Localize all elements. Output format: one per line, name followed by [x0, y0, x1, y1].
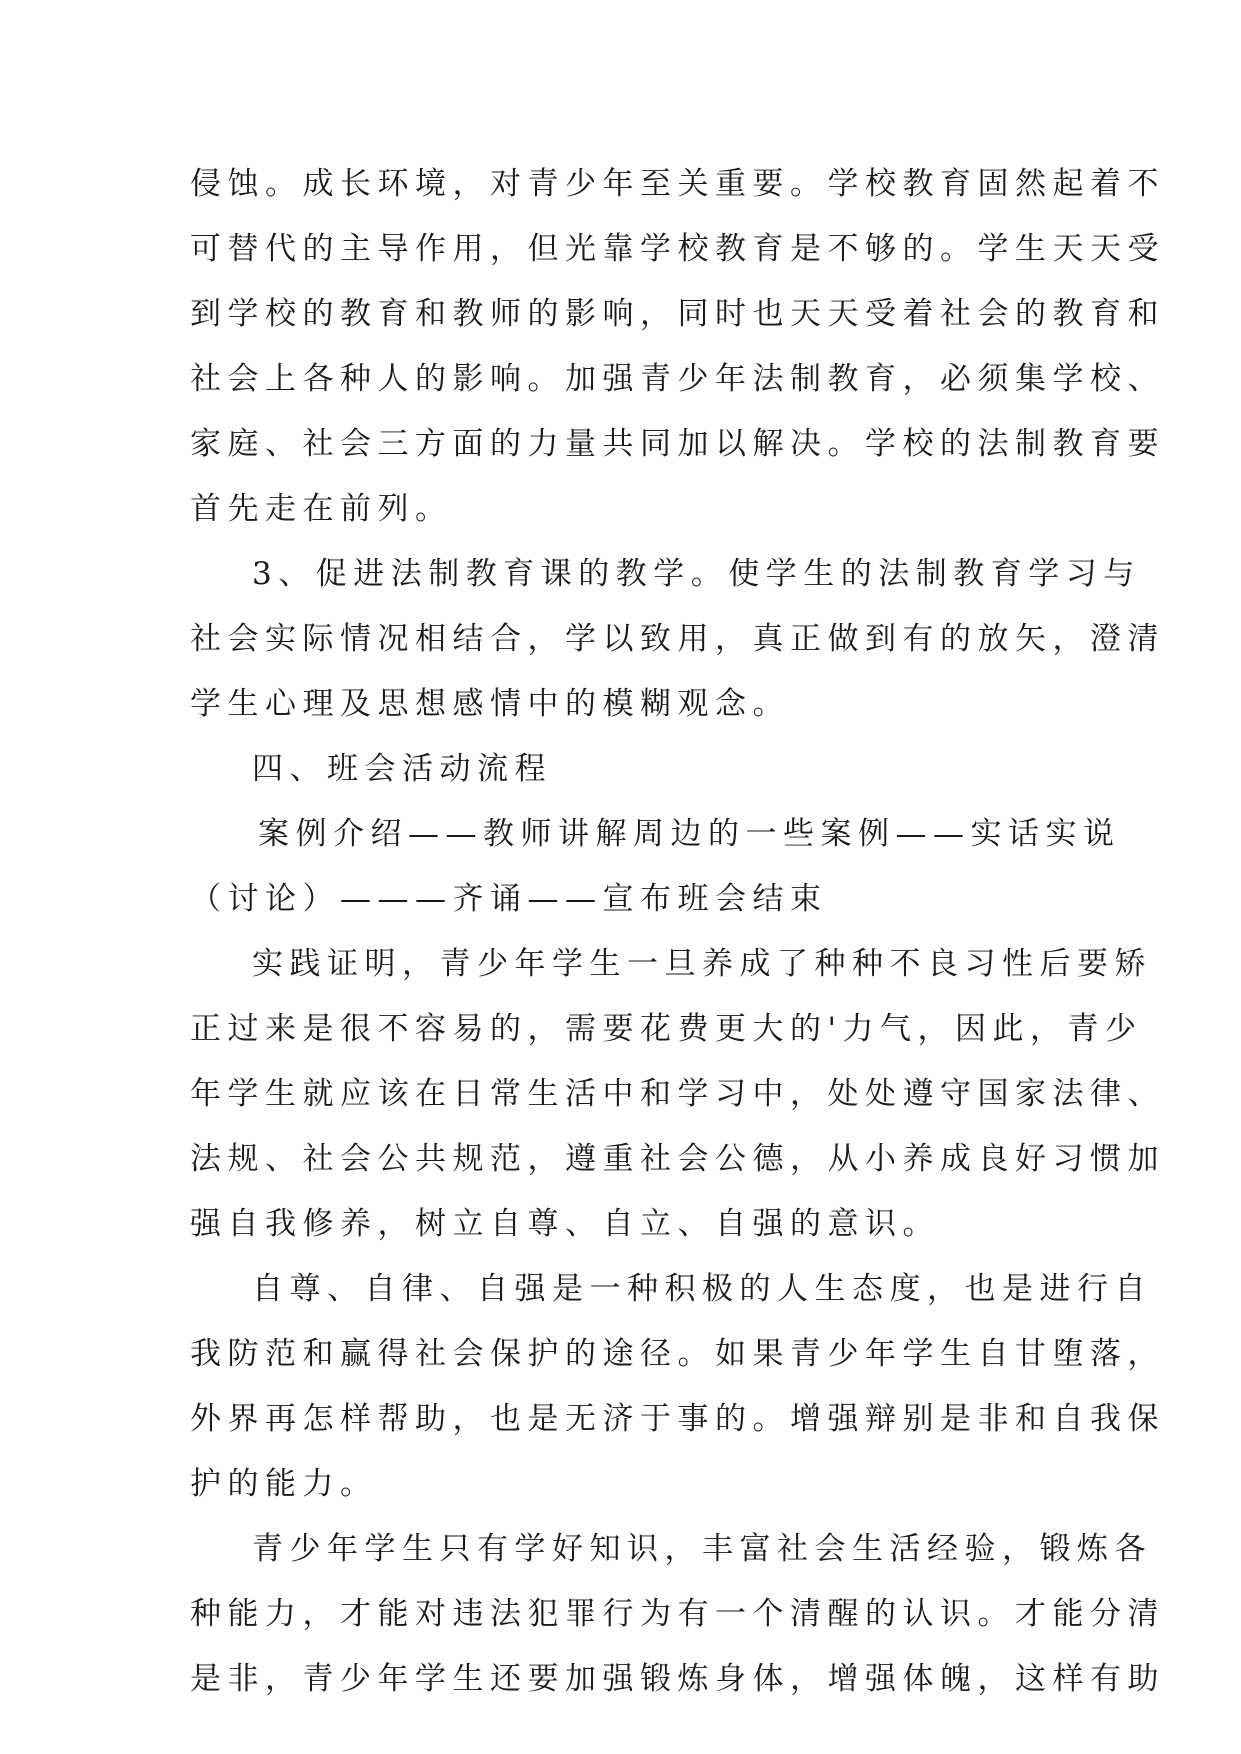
- text-line: 自尊、自律、自强是一种积极的人生态度，也是进行自: [252, 1271, 1152, 1307]
- text-line: （讨论）———齐诵——宣布班会结束: [190, 881, 828, 917]
- text-line: 学生心理及思想感情中的模糊观念。: [190, 686, 790, 722]
- text-line: 我防范和赢得社会保护的途径。如果青少年学生自甘堕落，: [190, 1336, 1165, 1372]
- text-line: 年学生就应该在日常生活中和学习中，处处遵守国家法律、: [190, 1076, 1165, 1112]
- text-line: 侵蚀。成长环境，对青少年至关重要。学校教育固然起着不: [190, 166, 1165, 202]
- text-line: 到学校的教育和教师的影响，同时也天天受着社会的教育和: [190, 296, 1165, 332]
- text-line: 青少年学生只有学好知识，丰富社会生活经验，锻炼各: [252, 1531, 1152, 1567]
- text-line: 家庭、社会三方面的力量共同加以解决。学校的法制教育要: [190, 426, 1165, 462]
- text-line: 3、促进法制教育课的教学。使学生的法制教育学习与: [252, 556, 1141, 592]
- text-line: 法规、社会公共规范，遵重社会公德，从小养成良好习惯加: [190, 1141, 1165, 1177]
- text-line: 护的能力。: [190, 1466, 378, 1502]
- text-line: 正过来是很不容易的，需要花费更大的'力气，因此，青少: [190, 1011, 1143, 1047]
- text-line: 案例介绍——教师讲解周边的一些案例——实话实说: [258, 816, 1121, 852]
- text-line: 社会上各种人的影响。加强青少年法制教育，必须集学校、: [190, 361, 1165, 397]
- text-line: 可替代的主导作用，但光靠学校教育是不够的。学生天天受: [190, 231, 1165, 267]
- text-line: 是非，青少年学生还要加强锻炼身体，增强体魄，这样有助: [190, 1661, 1165, 1697]
- text-line: 首先走在前列。: [190, 491, 453, 527]
- document-body: [190, 152, 1165, 1712]
- text-line: 强自我修养，树立自尊、自立、自强的意识。: [190, 1206, 940, 1242]
- text-line: 实践证明，青少年学生一旦养成了种种不良习性后要矫: [252, 946, 1152, 982]
- section-heading: 四、班会活动流程: [252, 751, 552, 787]
- text-line: 社会实际情况相结合，学以致用，真正做到有的放矢，澄清: [190, 621, 1165, 657]
- text-line: 种能力，才能对违法犯罪行为有一个清醒的认识。才能分清: [190, 1596, 1165, 1632]
- text-line: 外界再怎样帮助，也是无济于事的。增强辩别是非和自我保: [190, 1401, 1165, 1437]
